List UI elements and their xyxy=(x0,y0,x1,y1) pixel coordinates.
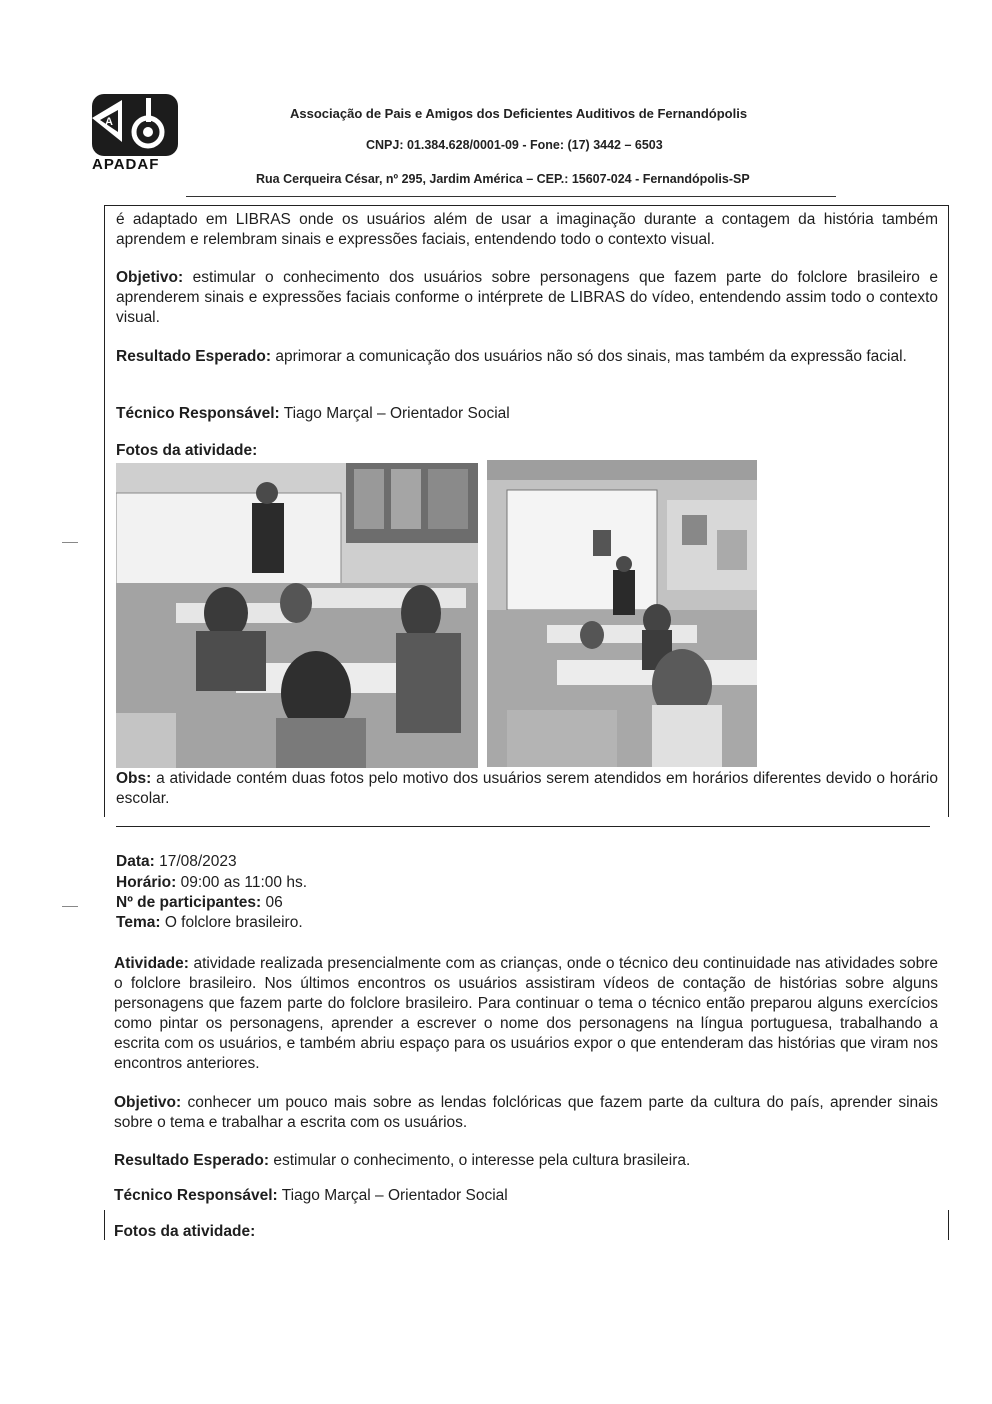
section1-frame-left xyxy=(104,205,105,817)
scan-mark xyxy=(62,906,78,907)
data-label: Data: xyxy=(116,853,155,870)
atividade-text: atividade realizada presencialmente com as crianças, onde o técnico deu continuidade nas atividades sobre o folclore brasileiro. Nos últimos encontros os usuários assistiram vídeos de contação de histórias sobre alguns personagens que fazem parte do folclore brasileiro. Para continuar o tema o técnico então preparou alguns exercícios como pintar os personagens, aprender a escrever o nome dos personagens na língua portuguesa, trabalhando a escrita com os usuários, e também abriu espaço para os usuários expor o que entenderam das histórias que viram nos encontros anteriores. xyxy=(114,955,938,1072)
cnpj-line: CNPJ: 01.384.628/0001-09 - Fone: (17) 3442 – 6503 xyxy=(366,138,663,152)
objetivo2-paragraph xyxy=(114,1093,938,1133)
address-line: Rua Cerqueira César, nº 295, Jardim América – CEP.: 15607-024 - Fernandópolis-SP xyxy=(256,172,750,186)
tecnico-text: Tiago Marçal – Orientador Social xyxy=(279,405,510,422)
objetivo-label: Objetivo: xyxy=(116,269,184,286)
tecnico-paragraph xyxy=(116,404,938,424)
obs-label: Obs: xyxy=(116,770,152,787)
logo-text: APADAF xyxy=(92,156,160,173)
data-value: 17/08/2023 xyxy=(154,853,237,870)
resultado-label: Resultado Esperado: xyxy=(116,348,272,365)
objetivo-text: estimular o conhecimento dos usuários sobre personagens que fazem parte do folclore brasileiro e aprenderem sinais e expressões faciais conforme o intérprete de LIBRAS do vídeo, entendendo assim todo o contexto visual. xyxy=(116,269,938,326)
resultado-text: aprimorar a comunicação dos usuários não só dos sinais, mas também da expressão facial. xyxy=(271,348,907,365)
participantes-line xyxy=(116,893,616,913)
activity-photo-2 xyxy=(487,460,757,767)
data-line xyxy=(116,852,616,872)
section1-frame-top xyxy=(104,205,949,206)
obs-paragraph xyxy=(116,769,938,809)
atividade-label: Atividade: xyxy=(114,955,189,972)
section1-frame-right xyxy=(948,205,949,817)
objetivo2-text: conhecer um pouco mais sobre as lendas folclóricas que fazem parte da cultura do país, aprender sinais sobre o tema e trabalhar a escrita com os usuários. xyxy=(114,1094,938,1131)
resultado2-paragraph xyxy=(114,1151,938,1171)
intro-paragraph: é adaptado em LIBRAS onde os usuários além de usar a imaginação durante a contagem da história também aprendem e relembram sinais e expressões faciais, entendendo todo o contexto visual. xyxy=(116,211,938,248)
fotos2-label: Fotos da atividade: xyxy=(114,1223,256,1240)
header-rule xyxy=(186,196,836,197)
resultado2-text: estimular o conhecimento, o interesse pela cultura brasileira. xyxy=(269,1152,691,1169)
horario-line xyxy=(116,873,616,893)
section2-frame-left xyxy=(104,1210,105,1240)
org-name: Associação de Pais e Amigos dos Deficientes Auditivos de Fernandópolis xyxy=(290,106,748,121)
horario-label: Horário: xyxy=(116,874,177,891)
participantes-value: 06 xyxy=(261,894,283,911)
tecnico2-label: Técnico Responsável: xyxy=(114,1187,278,1204)
tema-label: Tema: xyxy=(116,914,161,931)
resultado2-label: Resultado Esperado: xyxy=(114,1152,270,1169)
tecnico2-paragraph xyxy=(114,1186,938,1206)
fotos-label: Fotos da atividade: xyxy=(116,442,258,459)
svg-text:A: A xyxy=(105,116,113,128)
objetivo-paragraph xyxy=(116,268,938,328)
activity-photo-1 xyxy=(116,463,478,768)
section2-frame-right xyxy=(948,1210,949,1240)
participantes-label: Nº de participantes: xyxy=(116,894,262,911)
obs-text: a atividade contém duas fotos pelo motivo dos usuários serem atendidos em horários diferentes devido o horário escolar. xyxy=(116,770,938,807)
scan-mark xyxy=(62,542,78,543)
tema-line xyxy=(116,913,616,933)
horario-value: 09:00 as 11:00 hs. xyxy=(176,874,307,891)
tecnico2-text: Tiago Marçal – Orientador Social xyxy=(277,1187,508,1204)
tecnico-label: Técnico Responsável: xyxy=(116,405,280,422)
atividade-paragraph xyxy=(114,954,938,1074)
tema-value: O folclore brasileiro. xyxy=(160,914,303,931)
objetivo2-label: Objetivo: xyxy=(114,1094,182,1111)
section-divider xyxy=(116,826,930,827)
resultado-paragraph xyxy=(116,347,938,367)
